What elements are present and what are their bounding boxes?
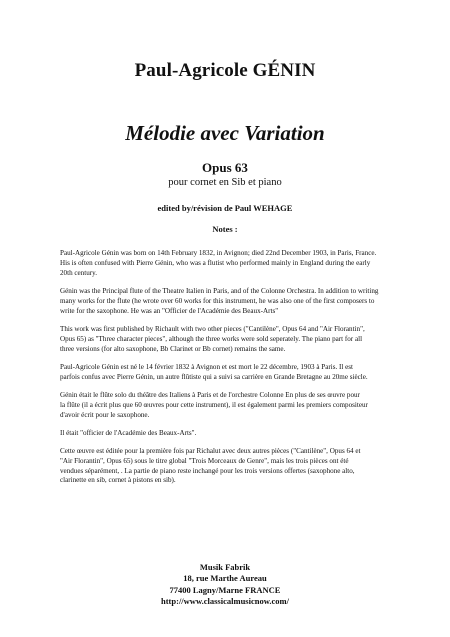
notes-paragraph: Il était "officier de l'Académie des Beaux-Arts". (60, 428, 197, 437)
composer-name: Paul-Agricole GÉNIN (134, 60, 316, 81)
piece-title: Mélodie avec Variation (125, 121, 325, 145)
notes-paragraph: Génin était le flûte solo du théâtre des Italiens à Paris et de l'orchestre Colonne En plus de ses œuvre pour la flûte (il a écrit plus que 60 œuvres pour cette instrument), il est également parmi les premiers compositeur d'avoir écrit pour le saxophone. (60, 390, 368, 419)
instrumentation: pour cornet en Sib et piano (168, 177, 282, 188)
opus-number: Opus 63 (202, 160, 248, 175)
notes-paragraph: Paul-Agricole Génin was born on 14th February 1832, in Avignon; died 22nd December 1903, in Paris, France. His is often confused with Pierre Génin, who was a flutist who performed mainly in England during the early 20th century. (60, 249, 377, 277)
publisher-block (0, 562, 450, 607)
publisher-street: 18, rue Marthe Aureau (183, 573, 267, 584)
notes-paragraph: Cette œuvre est éditée pour la première fois par Richalut avec deux autres pièces ("Cantilène", Opus 64 et "Air Florantin", Opus 65) sous le titre global "Trois Morceaux de Genre", mais les trois pièces ont été vendues séparément, . La partie de piano reste inchangé pour les trois versions offertes (saxophone alto, clarinette en sib, cornet à pistons en sib). (60, 446, 361, 485)
notes-paragraph: Génin was the Principal flute of the Theatre Italien in Paris, and of the Colonne Orchestra. In addition to writing many works for the flute (he wrote over 60 works for this instrument, he was also one of the first composers to write for the saxophone. He was an "Officier de l'Académie des Beaux-Arts" (60, 286, 379, 315)
publisher-name: Musik Fabrik (199, 562, 251, 572)
publisher-url[interactable]: http://www.classicalmusicnow.com/ (161, 595, 289, 606)
publisher-city: 77400 Lagny/Marne FRANCE (169, 584, 281, 595)
notes-paragraph: Paul-Agricole Génin est né le 14 février 1832 à Avignon et est mort le 22 décembre, 1903 à Paris. Il est parfois confus avec Pierre Génin, un autre flûtiste qui a suivi sa carrière en Grande Bretagne au 20me siècle. (60, 362, 368, 381)
notes-body (60, 249, 410, 495)
notes-heading: Notes : (212, 224, 238, 234)
notes-paragraph: This work was first published by Richault with two other pieces ("Cantilène", Opus 64 and "Air Florantin", Opus 65) as "Three character pieces", although the three works were sold seperately. The piano part for all three versions (for alto saxophone, Bb Clarinet or Bb cornet) remains the same. (60, 324, 365, 353)
editor-credit: edited by/révision de Paul WEHAGE (157, 203, 293, 213)
